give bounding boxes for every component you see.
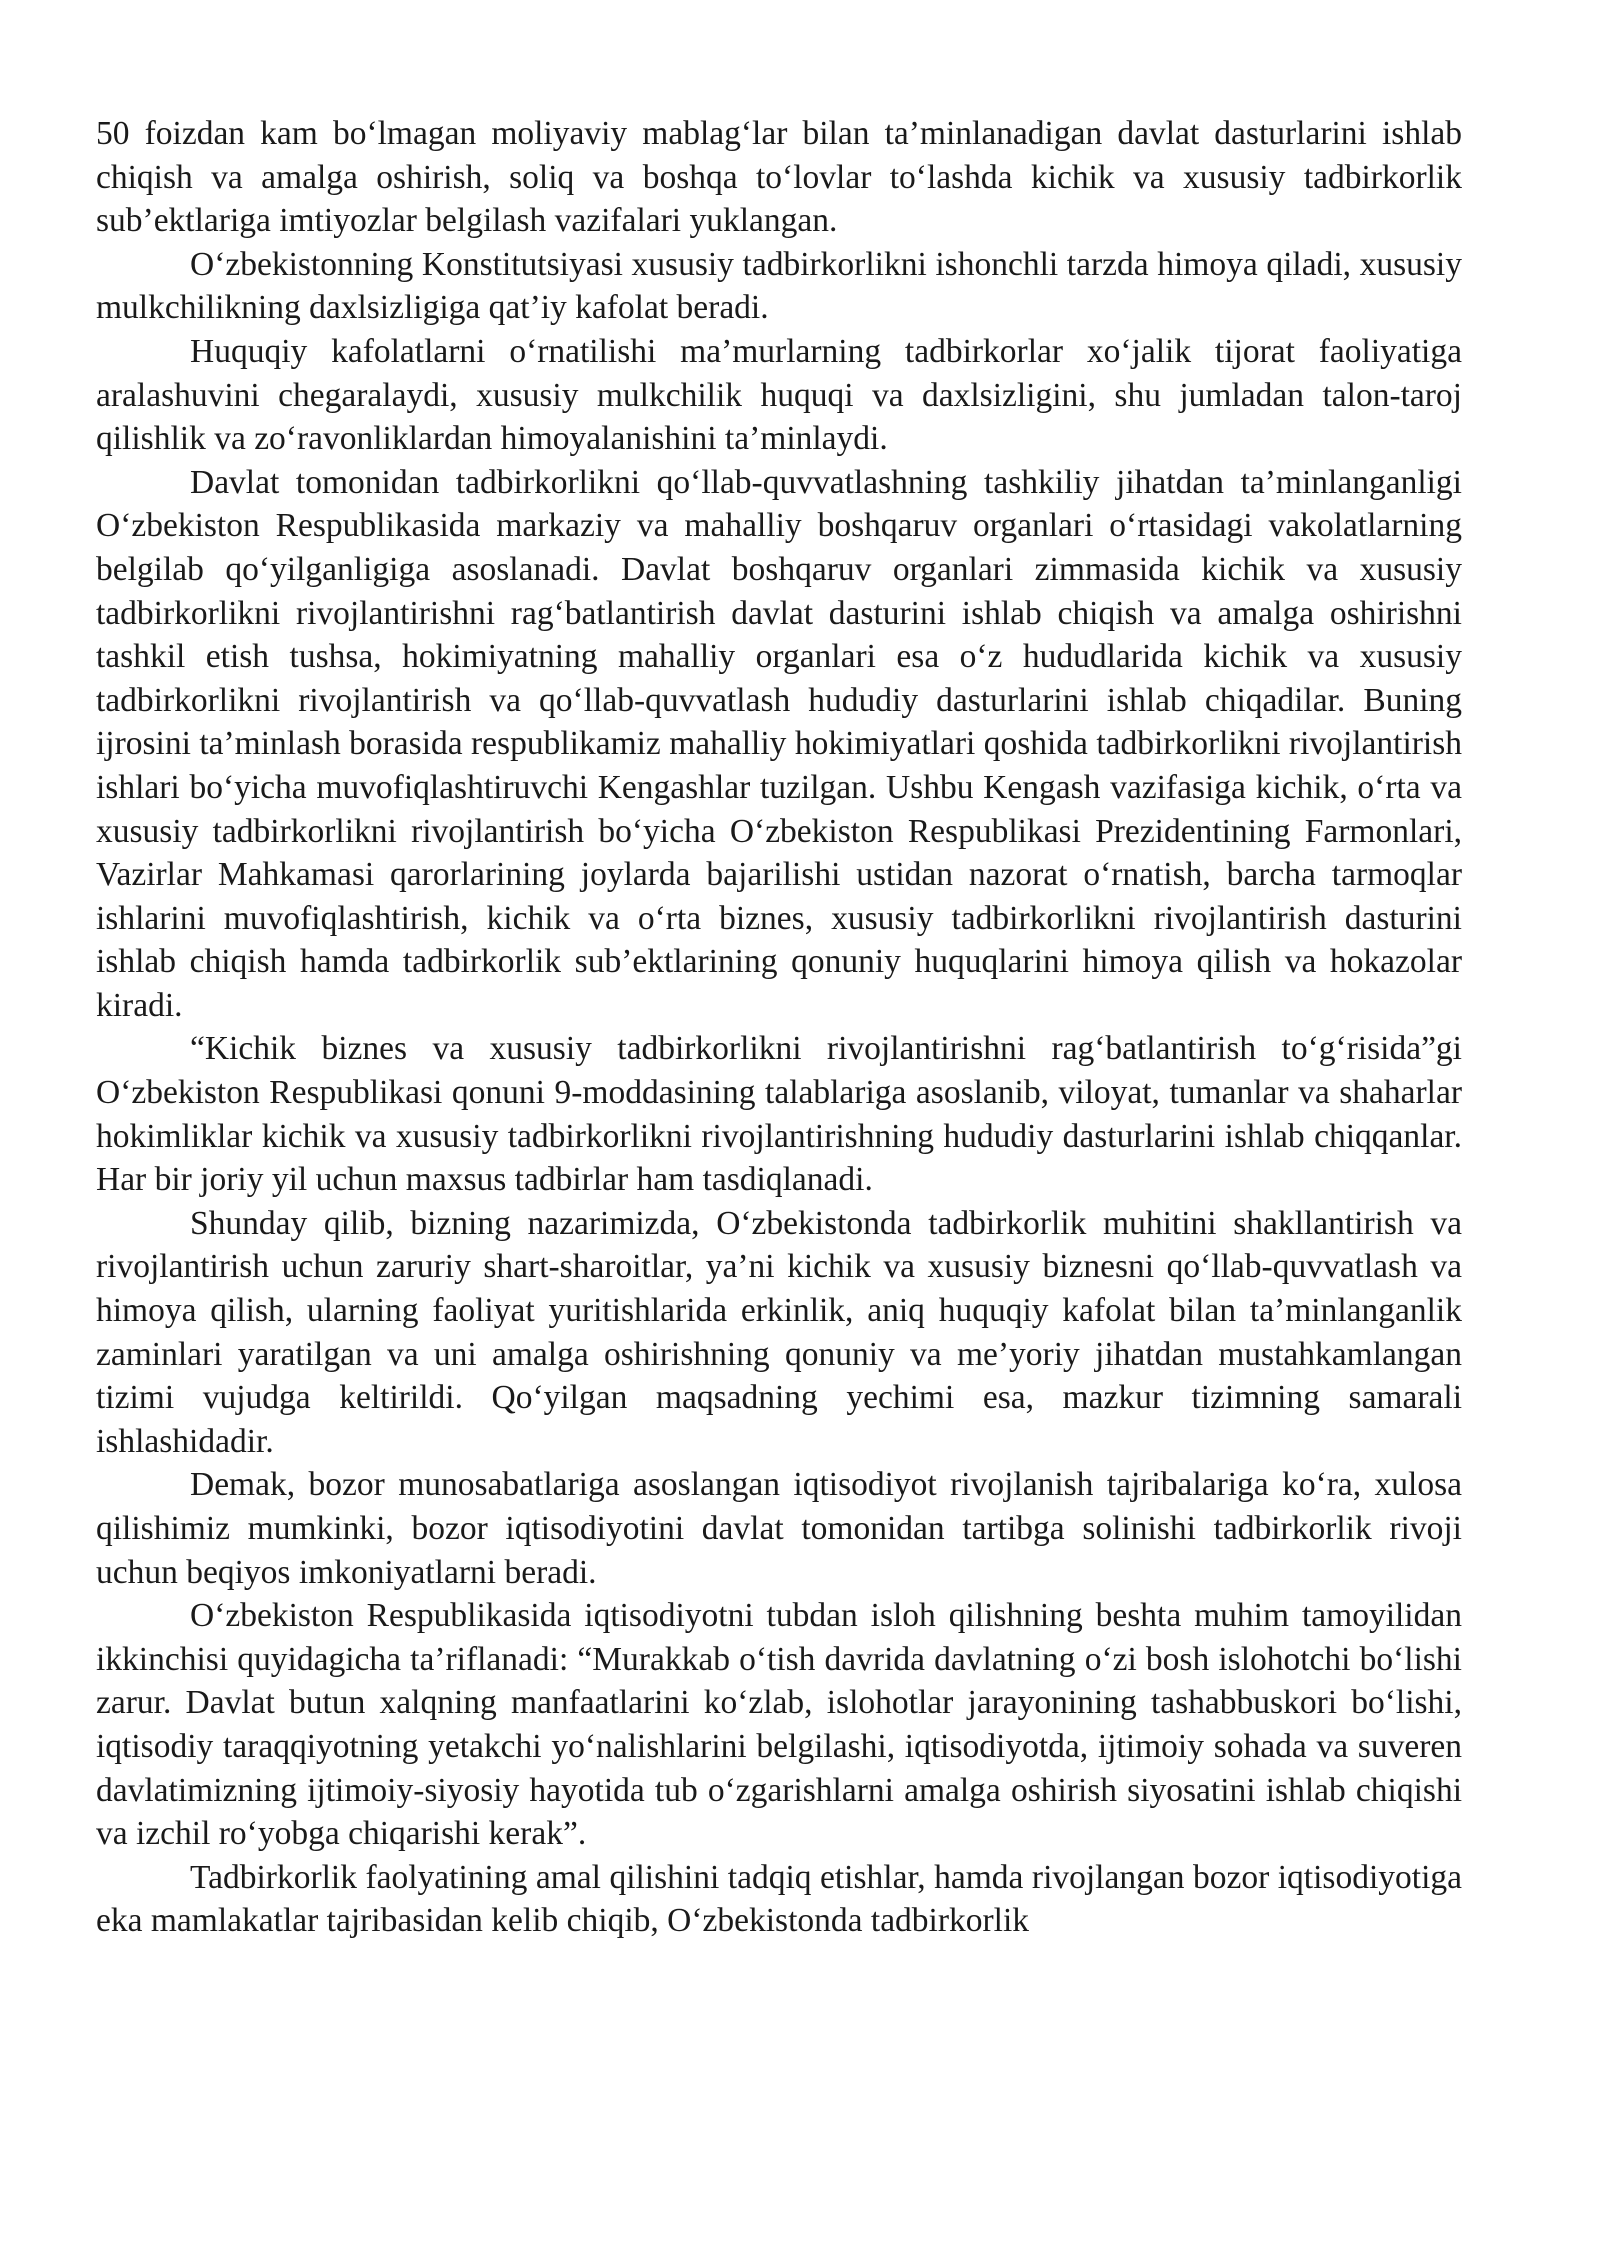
paragraph-9: Tadbirkorlik faolyatining amal qilishini tadqiq etishlar, hamda rivojlangan bozor iqtisodiyotiga eka mamlakatlar tajribasidan kelib chiqib, O‘zbekistonda tadbirkorlik	[96, 1858, 1462, 1940]
paragraph-1: 50 foizdan kam bo‘lmagan moliyaviy mablag‘lar bilan ta’minlanadigan davlat dasturlarini ishlab chiqish va amalga oshirish, soliq va boshqa to‘lovlar to‘lashda kichik va xususiy tadbirkorlik sub’ektlariga imtiyozlar belgilash vazifalari yuklangan.	[96, 115, 1462, 240]
paragraph-2: O‘zbekistonning Konstitutsiyasi xususiy tadbirkorlikni ishonchli tarzda himoya qiladi, xususiy mulkchilikning daxlsizligiga qat’iy kafolat beradi.	[96, 245, 1462, 327]
paragraph-7: Demak, bozor munosabatlariga asoslangan iqtisodiyot rivojlanish tajribalariga ko‘ra, xulosa qilishimiz mumkinki, bozor iqtisodiyotini davlat tomonidan tartibga solinishi tadbirkorlik rivoji uchun beqiyos imkoniyatlarni beradi.	[96, 1466, 1462, 1591]
paragraph-5: “Kichik biznes va xususiy tadbirkorlikni rivojlantirishni rag‘batlantirish to‘g‘risida”gi O‘zbekiston Respublikasi qonuni 9-moddasining talablariga asoslanib, viloyat, tumanlar va shaharlar hokimliklar kichik va xususiy tadbirkorlikni rivojlantirishning hududiy dasturlarini ishlab chiqqanlar. Har bir joriy yil uchun maxsus tadbirlar ham tasdiqlanadi.	[96, 1030, 1462, 1199]
paragraph-8: O‘zbekiston Respublikasida iqtisodiyotni tubdan isloh qilishning beshta muhim tamoyilidan ikkinchisi quyidagicha ta’riflanadi: “Murakkab o‘tish davrida davlatning o‘zi bosh islohotchi bo‘lishi zarur. Davlat butun xalqning manfaatlarini ko‘zlab, islohotlar jarayonining tashabbuskori bo‘lishi, iqtisodiy taraqqiyotning yetakchi yo‘nalishlarini belgilashi, iqtisodiyotda, ijtimoiy sohada va suveren davlatimizning ijtimoiy-siyosiy hayotida tub o‘zgarishlarni amalga oshirish siyosatini ishlab chiqishi va izchil ro‘yobga chiqarishi kerak”.	[96, 1597, 1462, 1853]
document-page	[96, 112, 1462, 1943]
paragraph-4: Davlat tomonidan tadbirkorlikni qo‘llab-quvvatlashning tashkiliy jihatdan ta’minlanganligi O‘zbekiston Respublikasida markaziy va mahalliy boshqaruv organlari o‘rtasidagi vakolatlarning belgilab qo‘yilganligiga asoslanadi. Davlat boshqaruv organlari zimmasida kichik va xususiy tadbirkorlikni rivojlantirishni rag‘batlantirish davlat dasturini ishlab chiqish va amalga oshirishni tashkil etish tushsa, hokimiyatning mahalliy organlari esa o‘z hududlarida kichik va xususiy tadbirkorlikni rivojlantirish va qo‘llab-quvvatlash hududiy dasturlarini ishlab chiqadilar. Buning ijrosini ta’minlash borasida respublikamiz mahalliy hokimiyatlari qoshida tadbirkorlikni rivojlantirish ishlari bo‘yicha muvofiqlashtiruvchi Kengashlar tuzilgan. Ushbu Kengash vazifasiga kichik, o‘rta va xususiy tadbirkorlikni rivojlantirish bo‘yicha O‘zbekiston Respublikasi Prezidentining Farmonlari, Vazirlar Mahkamasi qarorlarining joylarda bajarilishi ustidan nazorat o‘rnatish, barcha tarmoqlar ishlarini muvofiqlashtirish, kichik va o‘rta biznes, xususiy tadbirkorlikni rivojlantirish dasturini ishlab chiqish hamda tadbirkorlik sub’ektlarining qonuniy huquqlarini himoya qilish va hokazolar kiradi.	[96, 463, 1462, 1024]
paragraph-6: Shunday qilib, bizning nazarimizda, O‘zbekistonda tadbirkorlik muhitini shakllantirish va rivojlantirish uchun zaruriy shart-sharoitlar, ya’ni kichik va xususiy biznesni qo‘llab-quvvatlash va himoya qilish, ularning faoliyat yuritishlarida erkinlik, aniq huquqiy kafolat bilan ta’minlanganlik zaminlari yaratilgan va uni amalga oshirishning qonuniy va me’yoriy jihatdan mustahkamlangan tizimi vujudga keltirildi. Qo‘yilgan maqsadning yechimi esa, mazkur tizimning samarali ishlashidadir.	[96, 1204, 1462, 1460]
paragraph-3: Huquqiy kafolatlarni o‘rnatilishi ma’murlarning tadbirkorlar xo‘jalik tijorat faoliyatiga aralashuvini chegaralaydi, xususiy mulkchilik huquqi va daxlsizligini, shu jumladan talon-taroj qilishlik va zo‘ravonliklardan himoyalanishini ta’minlaydi.	[96, 332, 1462, 458]
